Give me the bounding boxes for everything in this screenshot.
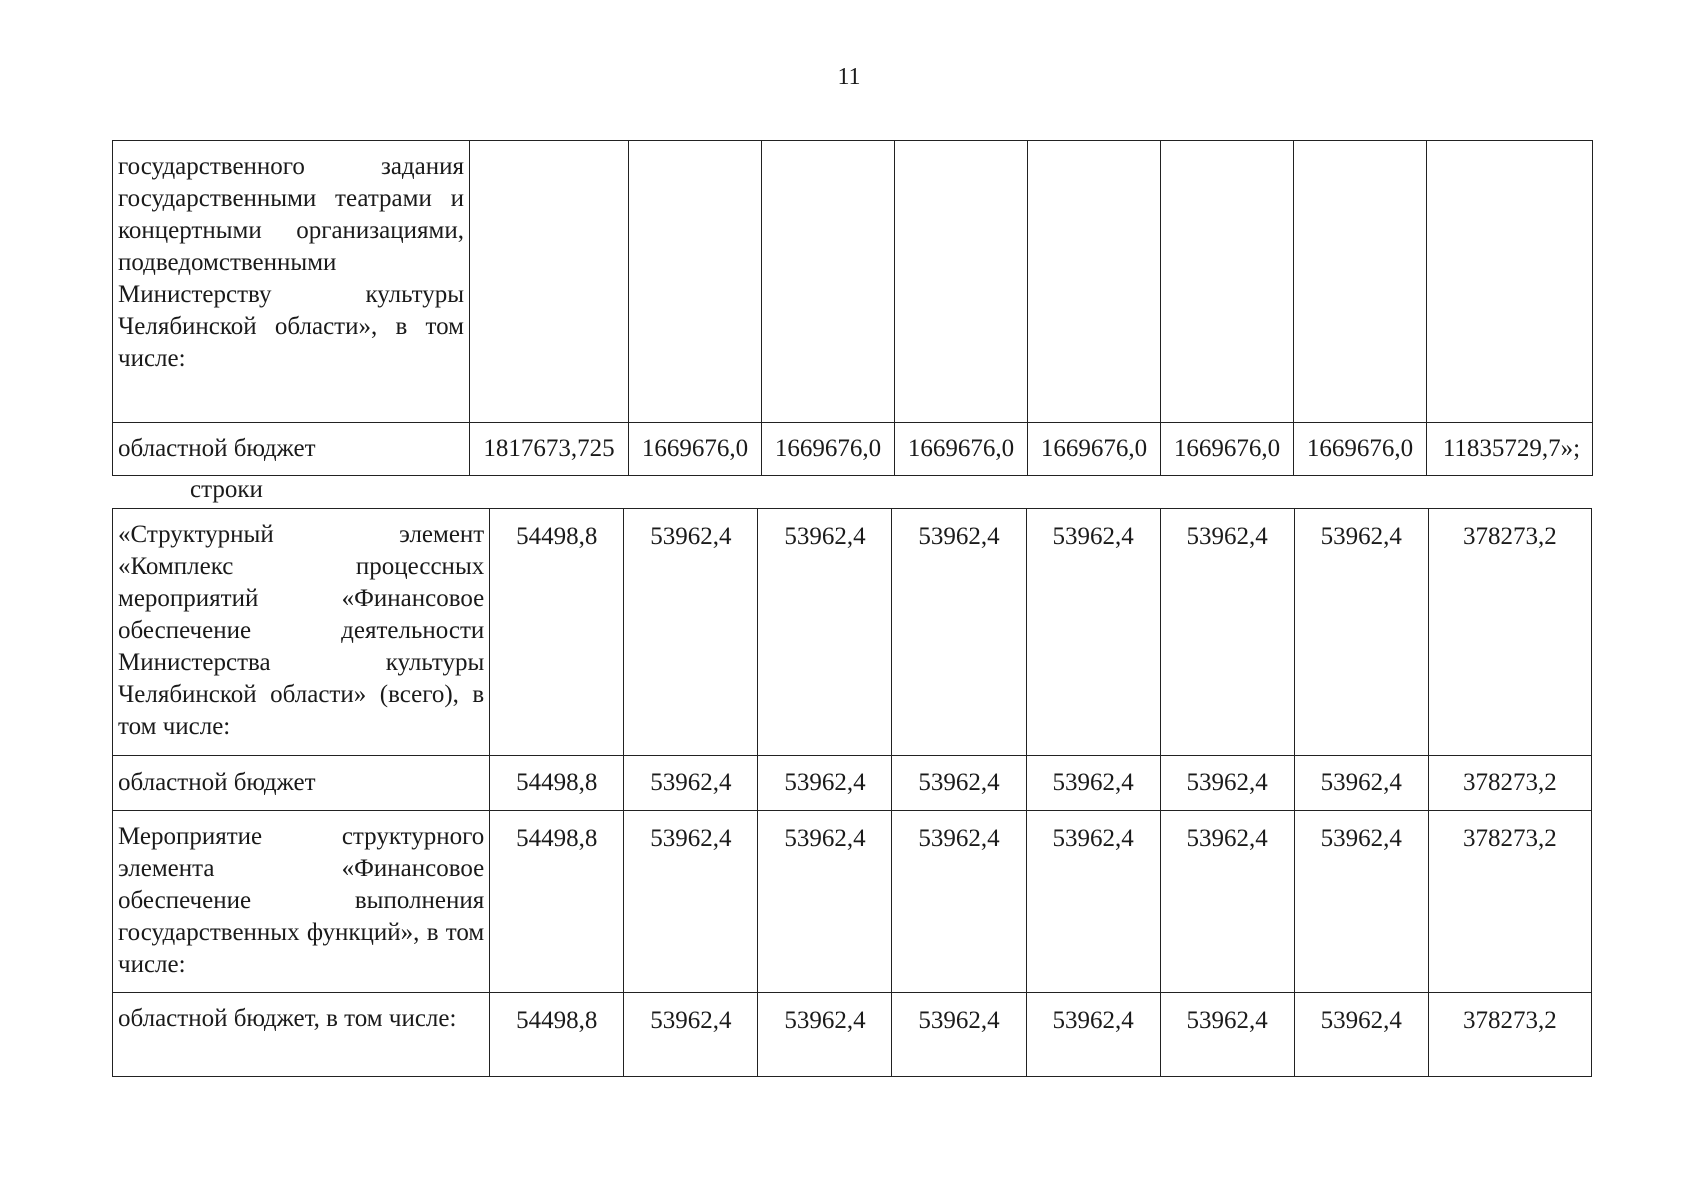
row-label: областной бюджет <box>113 756 490 811</box>
value-cell: 54498,8 <box>490 509 624 756</box>
value-cell <box>762 141 895 423</box>
value-cell: 1669676,0 <box>895 423 1028 476</box>
value-cell: 53962,4 <box>1294 756 1428 811</box>
value-cell: 53962,4 <box>624 756 758 811</box>
value-cell: 53962,4 <box>1026 509 1160 756</box>
value-cell <box>1161 141 1294 423</box>
table-row <box>113 756 1592 811</box>
row-label: областной бюджет, в том числе: <box>113 993 490 1077</box>
value-cell: 53962,4 <box>1026 811 1160 993</box>
value-cell: 378273,2 <box>1428 756 1591 811</box>
value-cell: 54498,8 <box>490 811 624 993</box>
value-cell <box>1294 141 1427 423</box>
value-cell: 1817673,725 <box>470 423 629 476</box>
value-cell: 53962,4 <box>624 811 758 993</box>
row-label: «Структурный элемент «Комплекс процессных мероприятий «Финансовое обеспечение деятельности Министерства культуры Челябинской области» (всего), в том числе: <box>113 509 490 756</box>
total-cell: 11835729,7»; <box>1427 423 1593 476</box>
value-cell: 53962,4 <box>1160 993 1294 1077</box>
value-cell <box>470 141 629 423</box>
row-label: Мероприятие структурного элемента «Финансовое обеспечение выполнения государственных функций», в том числе: <box>113 811 490 993</box>
value-cell: 53962,4 <box>1160 509 1294 756</box>
value-cell: 53962,4 <box>1294 811 1428 993</box>
table-row <box>113 509 1592 756</box>
value-cell: 53962,4 <box>758 756 892 811</box>
value-cell: 53962,4 <box>892 509 1026 756</box>
value-cell: 378273,2 <box>1428 509 1591 756</box>
value-cell: 1669676,0 <box>629 423 762 476</box>
value-cell: 53962,4 <box>892 756 1026 811</box>
value-cell: 1669676,0 <box>762 423 895 476</box>
budget-table-continued <box>112 140 1593 476</box>
value-cell: 54498,8 <box>490 993 624 1077</box>
table-row <box>113 811 1592 993</box>
row-label: областной бюджет <box>113 423 470 476</box>
value-cell: 53962,4 <box>1294 509 1428 756</box>
value-cell <box>895 141 1028 423</box>
value-cell: 378273,2 <box>1428 993 1591 1077</box>
table-row <box>113 993 1592 1077</box>
row-label: государственного задания государственными театрами и концертными организациями, подведомственными Министерству культуры Челябинской области», в том числе: <box>113 141 470 423</box>
value-cell: 1669676,0 <box>1161 423 1294 476</box>
value-cell: 53962,4 <box>758 509 892 756</box>
value-cell: 53962,4 <box>1160 756 1294 811</box>
budget-table-replacement <box>112 508 1592 1077</box>
value-cell: 53962,4 <box>624 509 758 756</box>
connector-text: строки <box>190 476 263 503</box>
value-cell: 1669676,0 <box>1028 423 1161 476</box>
value-cell: 1669676,0 <box>1294 423 1427 476</box>
value-cell: 53962,4 <box>1160 811 1294 993</box>
value-cell: 53962,4 <box>758 993 892 1077</box>
value-cell <box>629 141 762 423</box>
table-row <box>113 141 1593 423</box>
value-cell <box>1028 141 1161 423</box>
value-cell: 378273,2 <box>1428 811 1591 993</box>
value-cell: 53962,4 <box>1294 993 1428 1077</box>
value-cell: 53962,4 <box>624 993 758 1077</box>
page-number: 11 <box>837 64 861 90</box>
value-cell <box>1427 141 1593 423</box>
value-cell: 53962,4 <box>758 811 892 993</box>
value-cell: 53962,4 <box>892 993 1026 1077</box>
value-cell: 53962,4 <box>1026 993 1160 1077</box>
table-row <box>113 423 1593 476</box>
value-cell: 53962,4 <box>1026 756 1160 811</box>
value-cell: 54498,8 <box>490 756 624 811</box>
value-cell: 53962,4 <box>892 811 1026 993</box>
